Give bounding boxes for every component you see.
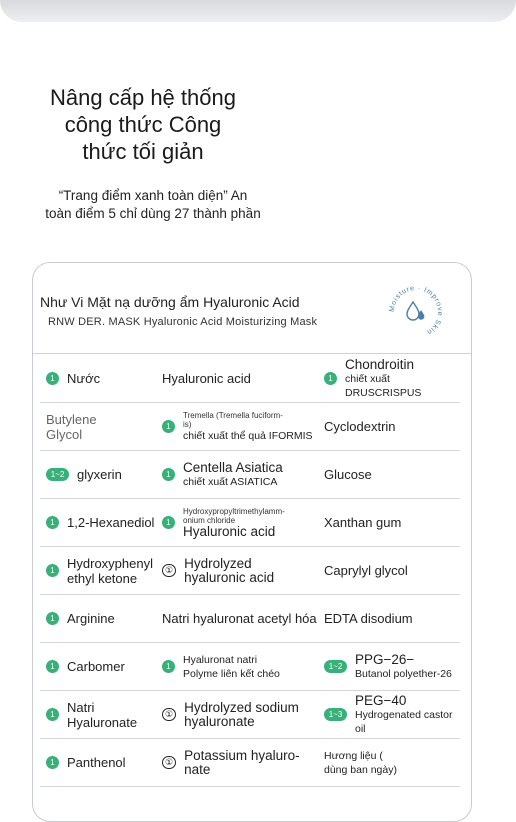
ingredient-main-line: nate <box>184 761 211 777</box>
ingredient-row <box>40 355 460 403</box>
ingredient-main-line: Centella Asiatica <box>183 459 283 475</box>
ingredient-main-line: Hydrolyzed <box>184 555 252 571</box>
ingredient-name: glyxerin <box>77 467 122 482</box>
ingredient-sub-line: Butanol polyether-26 <box>355 667 452 680</box>
ingredient-cell <box>46 739 164 786</box>
ingredient-cell <box>324 403 464 450</box>
ingredient-cell <box>324 739 464 786</box>
ingredient-cell <box>162 403 334 450</box>
ingredient-name-line: Hydroxyphenyl <box>67 555 153 571</box>
ingredient-row <box>40 403 460 451</box>
ingredient-cell <box>324 547 464 594</box>
safety-grade-badge: 1 <box>46 756 59 769</box>
ingredient-cell <box>46 547 164 594</box>
ingredient-cell <box>162 595 334 642</box>
svg-text:Moisture · Improve Skin <box>389 285 443 336</box>
ingredient-cell <box>324 643 464 690</box>
safety-grade-badge: 1 <box>162 468 175 481</box>
ingredient-cell <box>162 643 334 690</box>
ingredient-name: Glucose <box>324 467 372 482</box>
ingredient-name: Cyclodextrin <box>324 419 396 434</box>
ingredient-cell <box>324 595 464 642</box>
ingredient-name <box>345 358 464 400</box>
ingredient-name-line: Glycol <box>46 426 83 442</box>
ingredient-cell <box>46 595 164 642</box>
ingredient-detail-line: onium chloride <box>183 515 236 525</box>
ingredient-sub-line: dùng ban ngày) <box>324 763 397 776</box>
ingredient-name: Caprylyl glycol <box>324 563 408 578</box>
safety-grade-badge: 1 <box>162 660 175 673</box>
ingredient-main-line: PEG−40 <box>355 692 407 708</box>
ingredient-cell <box>324 451 464 498</box>
ingredient-main-line: Hyaluronic acid <box>183 523 276 539</box>
safety-grade-badge: 1 <box>46 660 59 673</box>
safety-grade-mark: ① <box>162 564 176 577</box>
ingredient-cell <box>162 451 334 498</box>
moisture-seal-icon <box>388 284 444 340</box>
ingredient-cell <box>162 355 334 402</box>
ingredient-row <box>40 499 460 547</box>
safety-grade-badge: 1 <box>162 516 175 529</box>
ingredient-name: Panthenol <box>67 755 126 770</box>
ingredient-name <box>355 653 452 681</box>
ingredient-cell <box>162 547 334 594</box>
ingredient-cell <box>46 451 164 498</box>
ingredient-name <box>183 507 285 539</box>
ingredient-row <box>40 547 460 595</box>
safety-grade-badge: 1 <box>324 372 337 385</box>
ingredient-name-line: ethyl ketone <box>67 570 138 586</box>
ingredient-detail-line: Tremella (Tremella fuciform- <box>183 410 283 420</box>
headline-line-1: Nâng cấp hệ thống <box>50 85 236 110</box>
ingredient-name <box>183 653 280 681</box>
ingredient-row <box>40 691 460 739</box>
ingredient-name <box>67 556 153 586</box>
ingredient-name: Carbomer <box>67 659 125 674</box>
seal-text: Moisture · Improve Skin <box>388 284 444 336</box>
top-bar <box>0 0 516 22</box>
ingredient-row <box>40 451 460 499</box>
subline-line-1: “Trang điểm xanh toàn diện” An <box>58 188 248 203</box>
ingredient-main-line: PPG−26− <box>355 651 415 667</box>
ingredient-name <box>46 412 97 442</box>
ingredient-name <box>67 700 137 730</box>
ingredient-cell <box>46 499 164 546</box>
safety-grade-mark: ① <box>162 756 176 769</box>
headline <box>20 84 266 165</box>
ingredient-row <box>40 739 460 787</box>
ingredient-sub-line: Hương liệu ( <box>324 749 383 762</box>
ingredient-name: EDTA disodium <box>324 611 413 626</box>
ingredient-sub-line: Hydrogenated castor oil <box>355 708 453 735</box>
ingredient-name <box>183 411 313 443</box>
water-drop-icon <box>407 302 424 320</box>
ingredient-name <box>184 557 274 585</box>
safety-grade-badge: 1 <box>46 372 59 385</box>
ingredient-cell <box>46 691 164 738</box>
safety-grade-badge: 1 <box>46 516 59 529</box>
ingredient-cell <box>162 739 334 786</box>
ingredient-name <box>355 694 464 736</box>
safety-grade-badge: 1 <box>46 564 59 577</box>
ingredient-sub-line: chiết xuất DRUSCRISPUS <box>345 372 422 399</box>
ingredient-name: Hyaluronic acid <box>162 371 251 386</box>
ingredient-sub-line: chiết xuất thể quả IFORMIS <box>183 429 313 442</box>
subline <box>20 187 286 223</box>
ingredient-cell <box>162 691 334 738</box>
ingredient-name <box>324 749 397 777</box>
ingredient-name-line: Natri <box>67 699 95 715</box>
ingredient-main-line: Hydrolyzed sodium <box>184 699 299 715</box>
card-title: Như Vi Mặt nạ dưỡng ẩm Hyaluronic Acid <box>40 294 300 310</box>
ingredient-main-line: hyaluronic acid <box>184 569 275 585</box>
ingredient-detail-line: Hydroxypropyltrimethylamm- <box>183 506 285 516</box>
ingredient-name-line: Hyaluronate <box>67 714 138 730</box>
ingredient-name: Xanthan gum <box>324 515 402 530</box>
safety-grade-mark: ① <box>162 708 176 721</box>
ingredient-cell <box>46 643 164 690</box>
ingredient-sub-line: Polyme liên kết chéo <box>183 667 280 680</box>
ingredient-name: 1,2-Hexanediol <box>67 515 155 530</box>
ingredient-main-line: hyaluronate <box>184 713 255 729</box>
ingredient-name <box>184 701 299 729</box>
subline-line-2: toàn điểm 5 chỉ dùng 27 thành phần <box>45 206 261 221</box>
ingredient-cell <box>324 499 464 546</box>
safety-grade-badge: 1 <box>46 708 59 721</box>
ingredient-row <box>40 643 460 691</box>
headline-line-2: công thức Công <box>64 112 222 137</box>
ingredient-main-line: Chondroitin <box>345 356 415 372</box>
safety-grade-badge: 1~2 <box>46 468 69 481</box>
ingredient-name: Nước <box>67 371 101 386</box>
ingredient-detail-line: is) <box>183 419 192 429</box>
ingredient-sub-line: Hyaluronat natri <box>183 653 258 666</box>
safety-grade-badge: 1 <box>46 612 59 625</box>
ingredient-name <box>183 461 283 489</box>
ingredient-row <box>40 595 460 643</box>
ingredient-name: Arginine <box>67 611 115 626</box>
ingredient-name: Natri hyaluronat acetyl hóa <box>162 611 317 626</box>
ingredient-name <box>184 749 300 777</box>
headline-line-3: thức tối giản <box>82 139 204 164</box>
card-divider <box>33 353 471 354</box>
ingredient-name-line: Butylene <box>46 411 97 427</box>
safety-grade-badge: 1 <box>162 420 175 433</box>
ingredient-cell <box>324 355 464 402</box>
ingredient-main-line: Potassium hyaluro- <box>184 747 300 763</box>
card-subtitle: RNW DER. MASK Hyaluronic Acid Moisturizing Mask <box>48 316 318 328</box>
safety-grade-badge: 1~3 <box>324 708 347 721</box>
safety-grade-badge: 1~2 <box>324 660 347 673</box>
ingredient-sub-line: chiết xuất ASIATICA <box>183 475 278 488</box>
ingredient-cell <box>46 355 164 402</box>
ingredient-cell <box>46 403 164 450</box>
ingredient-cell <box>162 499 334 546</box>
ingredient-cell <box>324 691 464 738</box>
